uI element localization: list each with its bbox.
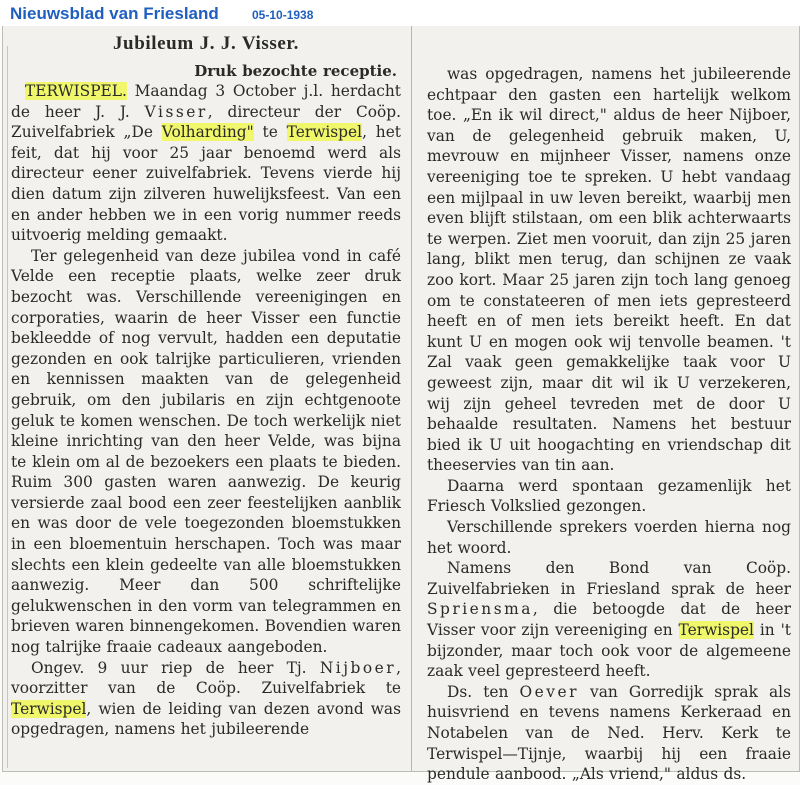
spaced-name: Nijboer <box>319 658 397 677</box>
newspaper-clipping <box>2 26 800 784</box>
highlighted-term: TERWISPEL. <box>25 82 127 100</box>
text-run: Ds. ten <box>447 682 520 701</box>
article-paragraph <box>11 246 401 658</box>
article-paragraph <box>427 64 791 476</box>
text-run: Ter gelegenheid van deze jubilea vond in café Velde een receptie plaats, welke zeer druk bezocht was. Verschillende vereenigingen en corporaties, waarin de heer Visser een functie bekleedde of nog vervult, hadden een deputatie gezonden en ook talrijke particulieren, vrienden en kennissen maakten van de gelegenheid gebruik, om den jubilaris en zijn echtgenoote geluk te komen wenschen. De toch werkelijk niet kleine inrichting van den heer Velde, was bijna te klein om al de bezoekers een plaats te bieden. Ruim 300 gasten waren aanwezig. De keurig versierde zaal bood een zeer feestelijken aanblik en was door de vele toegezonden bloemstukken in een bloementuin herschapen. Toch was maar slechts een klein gedeelte van alle bloemstukken aanwezig. Meer dan 500 schriftelijke gelukwenschen in den vorm van telegrammen en brieven waren binnengekomen. Bovendien waren nog talrijke fraaie cadeaux aangeboden. <box>11 246 401 657</box>
text-run: , het feit, dat hij voor 25 jaar benoemd werd als directeur eener zuivelfabriek. Tevens vierde hij dien datum zijn zilveren huwelijksfeest. Van een en ander hebben we in een vorig nummer reeds uitvoerig melding gemaakt. <box>11 123 401 245</box>
text-run: Namens den Bond van Coöp. Zuivelfabrieken in Friesland sprak de heer <box>427 559 791 598</box>
text-run: , voorzitter van de Coöp. Zuivelfabriek te <box>11 658 401 698</box>
article-column-right <box>427 64 791 785</box>
right-column-paragraphs <box>427 64 791 785</box>
article-paragraph <box>427 682 791 785</box>
highlighted-term: Terwispel <box>11 699 87 718</box>
left-column-paragraphs <box>11 81 401 740</box>
text-run: te <box>253 123 287 142</box>
article-headline: Jubileum J. J. Visser. <box>112 33 300 54</box>
article-paragraph <box>427 476 791 517</box>
spaced-name: Visser <box>144 102 208 121</box>
text-run: , wien de leiding van dezen avond was opgedragen, namens het jubileerende <box>11 699 401 739</box>
text-run: Maandag 3 October j.l. herdacht de heer J. J. <box>11 82 401 121</box>
text-run: van Gorredijk sprak als huisvriend en tevens namens Kerkeraad en Notabelen van de Ned. Herv. Kerk te Terwispel—Tijnje, waarbij hij een fraaie pendule aanbood. „Als vriend," aldus ds. <box>427 682 791 784</box>
highlighted-term: Terwispel <box>286 123 363 142</box>
column-divider <box>411 26 412 771</box>
article-paragraph <box>427 558 791 682</box>
text-run: , die betoogde dat de heer Visser voor zijn vereeniging en <box>427 600 791 640</box>
article-column-left <box>11 28 401 740</box>
text-run: Ongev. 9 uur riep de heer Tj. <box>31 658 320 677</box>
publication-date: 05-10-1938 <box>252 8 314 22</box>
text-run: Daarna werd spontaan gezamenlijk het Friesch Volkslied gezongen. <box>427 476 791 516</box>
article-paragraph <box>11 81 401 246</box>
text-run: Verschillende sprekers voerden hierna nog het woord. <box>427 518 791 557</box>
highlighted-term: Volharding" <box>161 123 254 142</box>
text-run: was opgedragen, namens het jubileerende echtpaar den gasten een hartelijk welkom toe. „En ik wil direct," aldus de heer Nijboer, van de gelegenheid gebruik maken, U, mevrouw en mijnheer Visser, namens onze vereeniging toe te spreken. U hebt vandaag een mijlpaal in uw leven bereikt, waarbij men even blijft stilstaan, om een blik achterwaarts te werpen. Ziet men vooruit, dan zijn 25 jaren lang, blikt men terug, dan schijnen ze vaak zoo kort. Maar 25 jaren zijn toch lang genoeg om te constateeren of men iets gepresteerd heeft en of men iets bereikt heeft. En dat kunt U en mogen ook wij tenvolle beamen. 't Zal vaak geen gemakkelijke taak voor U geweest zijn, maar dit wil ik U verzekeren, wij zijn geheel tevreden met de door U behaalde resultaten. Namens het bestuur bied ik U uit hoogachting en vriendschap dit theeservies van tin aan. <box>427 65 791 475</box>
left-border-rule <box>7 46 8 768</box>
clipping-banner <box>0 0 800 27</box>
text-run: in 't bijzonder, maar toch ook voor de algemeene zaak veel gepresteerd heeft. <box>427 621 791 681</box>
text-run: , directeur der Coöp. Zuivelfabriek „De <box>11 102 401 142</box>
article-paragraph <box>11 658 401 740</box>
article-subheadline: Druk bezochte receptie. <box>194 62 397 80</box>
article-paragraph <box>427 517 791 558</box>
highlighted-term: Terwispel <box>678 621 754 640</box>
newspaper-name: Nieuwsblad van Friesland <box>10 4 219 23</box>
spaced-name: Oever <box>519 682 579 701</box>
spaced-name: Spriensma <box>427 600 533 619</box>
